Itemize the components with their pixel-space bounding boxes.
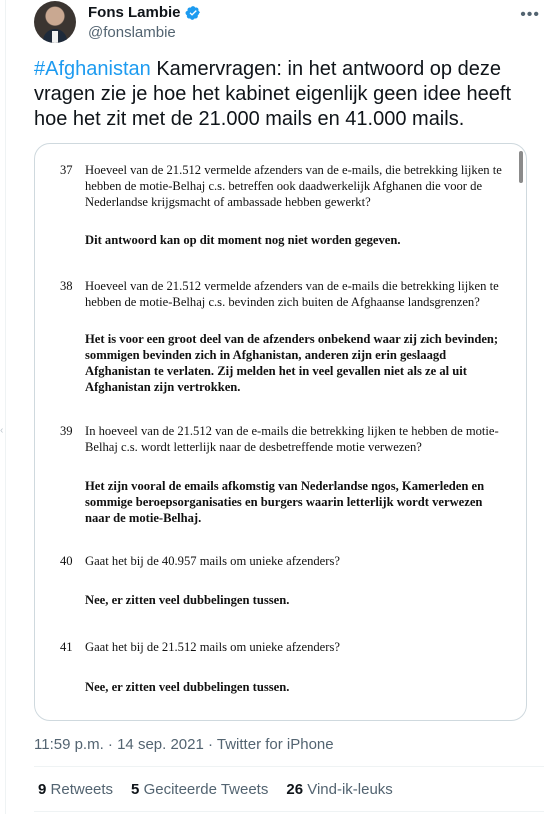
left-panel-edge [0, 0, 6, 814]
quotes-count: 5 [131, 781, 140, 798]
answer-text: Het is voor een groot deel van de afzenders onbekend waar zij zich bevinden; sommigen bevinden zich in Afghanistan, anderen zijn erin geslaagd Afghanistan te verlaten. Zij melden het in veel gevallen niet als ze al uit Afghanistan zijn vertrokken. [85, 332, 499, 394]
tweet-body: Kamervragen: in het antwoord op deze vragen zie je hoe het kabinet eigenlijk geen idee heeft hoe het zit met de 21.000 mails en 41.000 mails. [34, 58, 512, 130]
tweet-text [34, 57, 532, 132]
verified-badge-icon [185, 5, 201, 21]
question-number: 37 [60, 163, 73, 177]
question-text: Hoeveel van de 21.512 vermelde afzenders van de e-mails, die betrekking lijken te hebben de motie-Belhaj c.s. betreffen ook daadwerkelijk Afghanen die voor de Nederlandse krijgsmacht of ambassade hebben gewerkt? [85, 163, 502, 209]
quotes-label: Geciteerde Tweets [143, 781, 269, 798]
question-number: 40 [60, 554, 73, 568]
retweets-stat[interactable] [38, 781, 113, 798]
answer-text: Dit antwoord kan op dit moment nog niet worden gegeven. [85, 233, 401, 247]
document-scrollbar [519, 151, 523, 183]
question-text: Gaat het bij de 21.512 mails om unieke afzenders? [85, 640, 340, 654]
author-name[interactable]: Fons Lambie [88, 4, 181, 21]
tweet-header [34, 0, 544, 52]
question-text: Hoeveel van de 21.512 vermelde afzenders van de e-mails die betrekking lijken te hebben de motie-Belhaj c.s. bevinden zich buiten de Afghaanse landsgrenzen? [85, 279, 499, 309]
question-number: 41 [60, 640, 73, 654]
more-options-icon[interactable]: ••• [520, 6, 540, 23]
tweet-timestamp[interactable]: 11:59 p.m. · 14 sep. 2021 · Twitter for iPhone [34, 736, 334, 753]
question-text: Gaat het bij de 40.957 mails om unieke afzenders? [85, 554, 340, 568]
retweets-label: Retweets [50, 781, 114, 798]
author-handle[interactable]: @fonslambie [88, 24, 176, 41]
question-number: 38 [60, 279, 73, 293]
left-panel-marker-icon: ‹ [0, 425, 4, 436]
attached-image[interactable] [34, 143, 527, 721]
likes-label: Vind-ik-leuks [307, 781, 393, 798]
answer-text: Nee, er zitten veel dubbelingen tussen. [85, 680, 290, 694]
likes-count: 26 [286, 781, 304, 798]
answer-text: Het zijn vooral de emails afkomstig van Nederlandse ngos, Kamerleden en sommige beroepsorganisaties en burgers waarin letterlijk wordt verwezen naar de motie-Belhaj. [85, 479, 485, 525]
author-name-row [88, 4, 201, 21]
quote-tweets-stat[interactable] [131, 781, 268, 798]
retweets-count: 9 [38, 781, 47, 798]
likes-stat[interactable] [286, 781, 392, 798]
document-screenshot [35, 144, 527, 721]
divider [34, 766, 544, 767]
question-text: In hoeveel van de 21.512 van de e-mails die betrekking lijken te hebben de motie-Belhaj c.s. wordt letterlijk naar de desbetreffende motie verwezen? [85, 424, 499, 454]
answer-text: Nee, er zitten veel dubbelingen tussen. [85, 593, 290, 607]
tweet-stats [38, 781, 393, 798]
hashtag-link[interactable]: #Afghanistan [34, 58, 151, 80]
avatar[interactable] [34, 1, 76, 43]
divider [34, 811, 544, 812]
question-number: 39 [60, 424, 73, 438]
